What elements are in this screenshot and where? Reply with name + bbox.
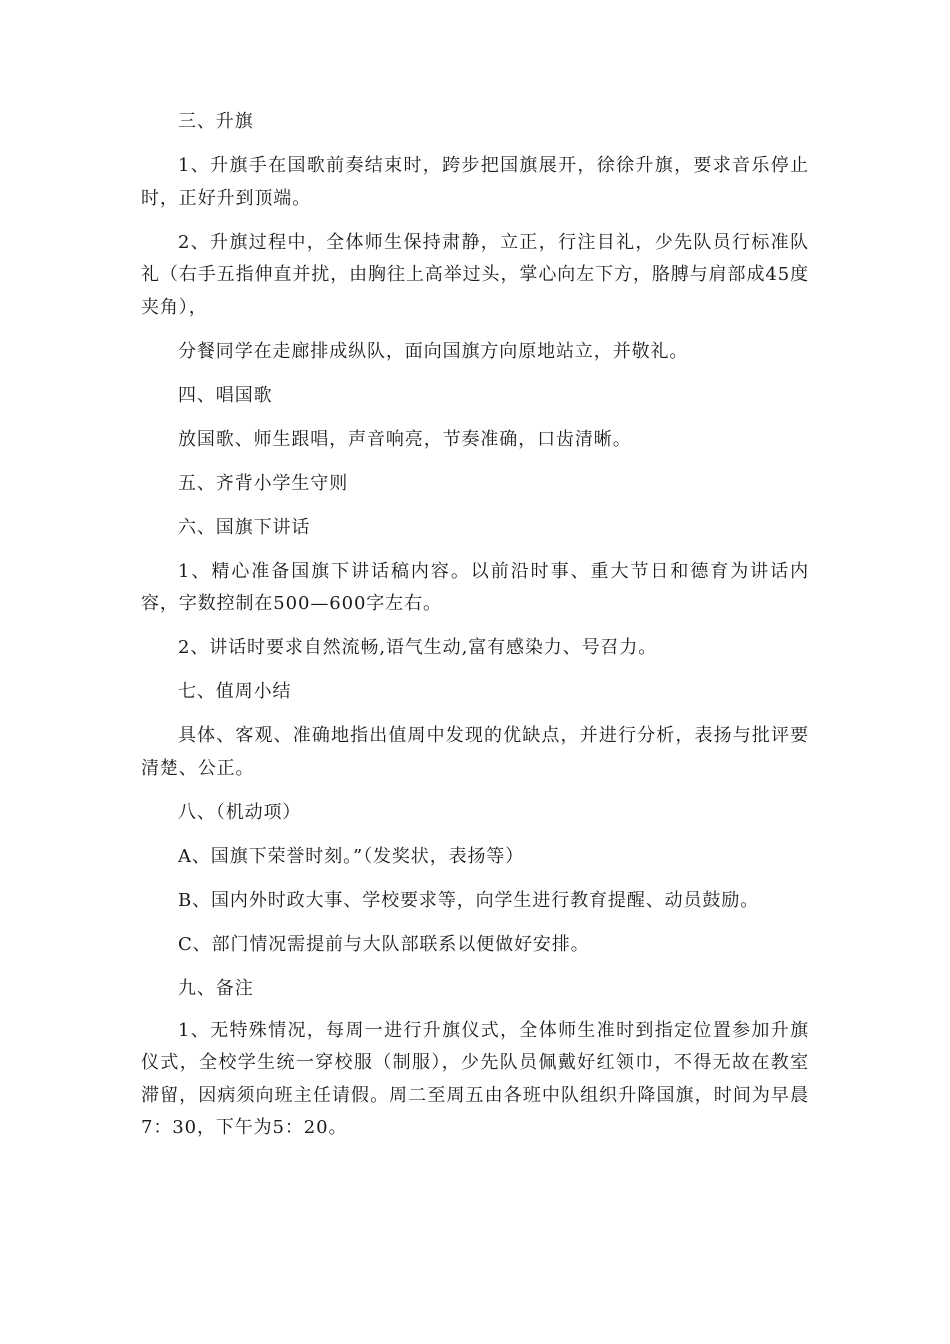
- paragraph-weekly-summary: 具体、客观、准确地指出值周中发现的优缺点，并进行分析，表扬与批评要清楚、公正。: [141, 725, 809, 779]
- heading-flag-speech: 六、国旗下讲话: [178, 516, 311, 538]
- paragraph-raise-flag-2: 2、升旗过程中，全体师生保持肃静，立正，行注目礼，少先队员行标准队礼（右手五指伸直并扰，由胸往上高举过头，掌心向左下方，胳膊与肩部成45度夹角），: [141, 231, 809, 318]
- paragraph-meal-students: 分餐同学在走廊排成纵队，面向国旗方向原地站立，并敬礼。: [178, 340, 689, 362]
- heading-raise-flag: 三、升旗: [178, 111, 254, 132]
- heading-notes: 九、备注: [178, 977, 254, 999]
- paragraph-item-c: C、部门情况需提前与大队部联系以便做好安排。: [178, 933, 590, 955]
- paragraph-notes-1: 1、无特殊情况，每周一进行升旗仪式，全体师生准时到指定位置参加升旗仪式，全校学生统一穿校服（制服），少先队员佩戴好红领巾，不得无故在教室滞留，因病须向班主任请假。周二至周五由各班中队组织升降国旗，时间为早晨7：30，下午为5：20。: [141, 1019, 809, 1138]
- paragraph-sing-anthem: 放国歌、师生跟唱，声音响亮，节奏准确，口齿清晰。: [178, 428, 632, 450]
- document-body: [141, 106, 809, 1156]
- paragraph-raise-flag-1: 1、升旗手在国歌前奏结束时，跨步把国旗展开，徐徐升旗，要求音乐停止时，正好升到顶端。: [141, 155, 809, 209]
- heading-recite-rules: 五、齐背小学生守则: [178, 472, 349, 494]
- paragraph-item-a: A、国旗下荣誉时刻。”（发奖状，表扬等）: [178, 845, 525, 867]
- paragraph-flag-speech-2: 2、讲话时要求自然流畅,语气生动,富有感染力、号召力。: [178, 637, 658, 658]
- heading-sing-anthem: 四、唱国歌: [178, 384, 273, 406]
- heading-flexible-items: 八、（机动项）: [178, 801, 302, 823]
- paragraph-flag-speech-1: 1、精心准备国旗下讲话稿内容。以前沿时事、重大节日和德育为讲话内容，字数控制在500—600字左右。: [141, 560, 809, 614]
- heading-weekly-summary: 七、值周小结: [178, 681, 292, 702]
- paragraph-item-b: B、国内外时政大事、学校要求等，向学生进行教育提醒、动员鼓励。: [178, 889, 760, 911]
